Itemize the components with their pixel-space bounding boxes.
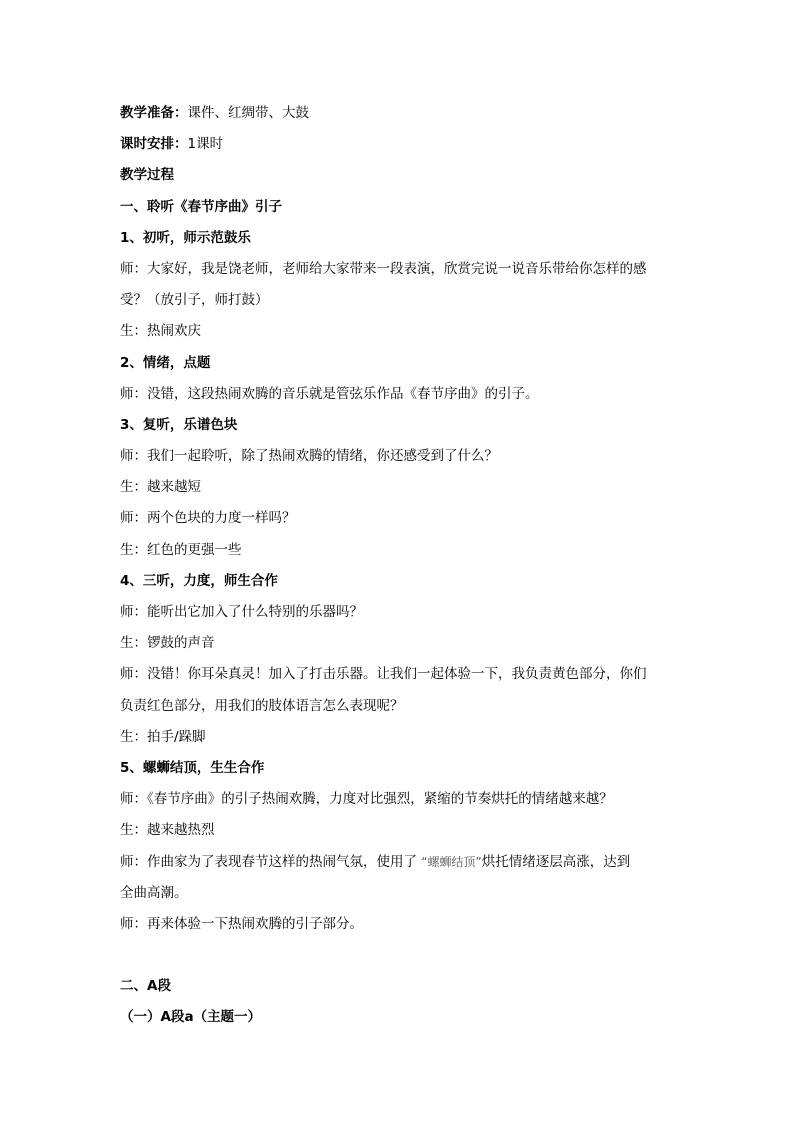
student-line: 生：红色的更强一些 [120, 541, 242, 558]
teacher-line-continued: 负责红色部分，用我们的肢体语言怎么表现呢？ [120, 697, 404, 714]
teacher-line: 师：没错，这段热闹欢腾的音乐就是管弦乐作品《春节序曲》的引子。 [120, 385, 539, 402]
teacher-line: 师：再来体验一下热闹欢腾的引子部分。 [120, 915, 363, 932]
student-line: 生：拍手/跺脚 [120, 728, 206, 745]
teacher-text: 烘托情绪逐层高涨，达到 [481, 853, 631, 870]
step5-heading: 5、螺蛳结顶，生生合作 [120, 759, 265, 776]
teacher-line-continued: 受？（放引子，师打鼓） [120, 292, 269, 309]
document-page [120, 98, 680, 1034]
teacher-line: 师：没错！你耳朵真灵！加入了打击乐器。让我们一起体验一下，我负责黄色部分，你们 [120, 666, 647, 683]
teaching-prep-line [120, 98, 680, 129]
teacher-line [120, 847, 680, 878]
quoted-term: “螺蛳结顶” [421, 854, 482, 869]
teacher-text: 师：作曲家为了表现春节这样的热闹气氛，使用了 [120, 853, 422, 870]
teacher-line: 师：大家好，我是饶老师，老师给大家带来一段表演，欣赏完说一说音乐带给你怎样的感 [120, 260, 647, 277]
student-line: 生：锣鼓的声音 [120, 635, 215, 652]
step1-heading: 1、初听，师示范鼓乐 [120, 229, 251, 246]
section1-heading: 一、聆听《春节序曲》引子 [120, 198, 282, 215]
teaching-prep-value: 课件、红绸带、大鼓 [187, 105, 309, 121]
teacher-line: 师：能听出它加入了什么特别的乐器吗？ [120, 604, 363, 620]
step4-heading: 4、三听，力度，师生合作 [120, 572, 278, 589]
step2-heading: 2、情绪，点题 [120, 354, 211, 371]
teacher-line: 师：两个色块的力度一样吗？ [120, 510, 296, 527]
student-line: 生：热闹欢庆 [120, 323, 201, 340]
student-line: 生：越来越短 [120, 479, 201, 496]
teacher-line: 师：我们一起聆听，除了热闹欢腾的情绪，你还感受到了什么？ [120, 448, 498, 465]
step3-heading: 3、复听，乐谱色块 [120, 416, 238, 433]
teaching-prep-label: 教学准备： [120, 105, 188, 121]
section2-subheading: （一）A段a（主题一） [120, 1009, 262, 1026]
section2-heading: 二、A段 [120, 978, 171, 995]
schedule-value: 1课时 [187, 136, 224, 153]
schedule-label: 课时安排： [120, 136, 188, 153]
process-heading: 教学过程 [120, 167, 174, 184]
teacher-line: 师：《春节序曲》的引子热闹欢腾，力度对比强烈，紧缩的节奏烘托的情绪越来越？ [120, 791, 613, 808]
blank-line [120, 940, 680, 971]
schedule-line [120, 129, 680, 160]
teacher-line-continued: 全曲高潮。 [120, 884, 188, 901]
student-line: 生：越来越热烈 [120, 822, 215, 839]
